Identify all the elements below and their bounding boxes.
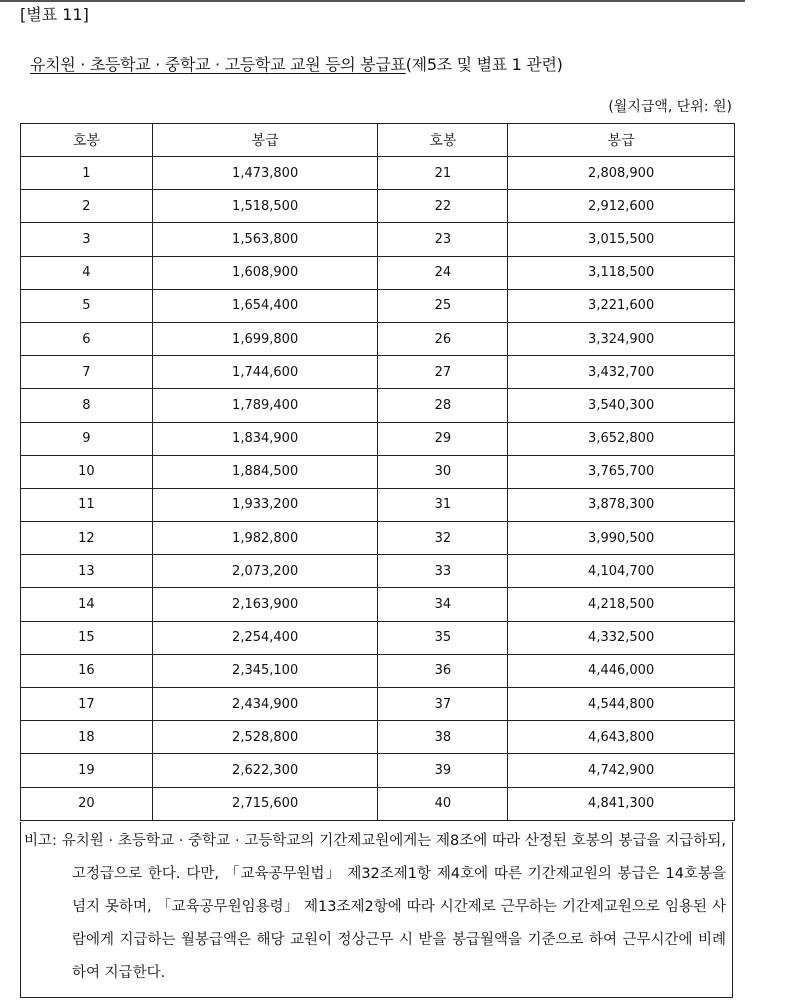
top-rule [0,0,745,2]
step-cell: 27 [378,356,508,389]
salary-cell: 2,808,900 [508,157,735,190]
salary-cell: 4,332,500 [508,621,735,654]
table-row [21,488,735,521]
step-cell: 24 [378,256,508,289]
salary-cell: 4,841,300 [508,787,735,820]
table-row [21,654,735,687]
salary-cell: 3,878,300 [508,488,735,521]
salary-cell: 3,118,500 [508,256,735,289]
salary-cell: 1,789,400 [152,389,378,422]
table-row [21,721,735,754]
table-row [21,621,735,654]
salary-cell: 3,652,800 [508,422,735,455]
salary-cell: 2,622,300 [152,754,378,787]
salary-cell: 1,834,900 [152,422,378,455]
salary-cell: 3,221,600 [508,289,735,322]
step-cell: 19 [21,754,153,787]
salary-cell: 4,446,000 [508,654,735,687]
salary-cell: 3,540,300 [508,389,735,422]
step-cell: 36 [378,654,508,687]
salary-cell: 1,518,500 [152,190,378,223]
salary-cell: 1,563,800 [152,223,378,256]
salary-cell: 4,544,800 [508,688,735,721]
salary-cell: 3,015,500 [508,223,735,256]
salary-cell: 4,643,800 [508,721,735,754]
annex-label: [별표 11] [20,5,89,24]
table-row [21,157,735,190]
header-step: 호봉 [21,124,153,157]
table-row [21,787,735,820]
salary-cell: 2,163,900 [152,588,378,621]
salary-cell: 3,990,500 [508,522,735,555]
title-main: 유치원 · 초등학교 · 중학교 · 고등학교 교원 등의 봉급표 [30,55,406,74]
step-cell: 11 [21,488,153,521]
step-cell: 32 [378,522,508,555]
table-header-row [21,124,735,157]
salary-cell: 2,715,600 [152,787,378,820]
remarks-text: 비고: 유치원 · 초등학교 · 중학교 · 고등학교의 기간제교원에게는 제8조에 따라 산정된 호봉의 봉급을 지급하되, 고정급으로 한다. 다만, 「교육공무원법」 제32조제1항 제4호에 따른 기간제교원의 봉급은 14호봉을 넘지 못하며, 「교육공무원임용령」 제13조제2항에 따라 시간제로 근무하는 기간제교원으로 임용된 사람에게 지급하는 월봉급액은 해당 교원이 정상근무 시 받을 봉급월액을 기준으로 하여 근무시간에 비례하여 지급한다. [24,833,726,981]
remarks-box [20,822,733,998]
step-cell: 5 [21,289,153,322]
salary-cell: 3,765,700 [508,455,735,488]
salary-cell: 2,912,600 [508,190,735,223]
step-cell: 26 [378,322,508,355]
step-cell: 39 [378,754,508,787]
salary-cell: 3,432,700 [508,356,735,389]
salary-cell: 2,073,200 [152,555,378,588]
step-cell: 18 [21,721,153,754]
salary-cell: 3,324,900 [508,322,735,355]
salary-cell: 1,884,500 [152,455,378,488]
table-row [21,256,735,289]
step-cell: 7 [21,356,153,389]
step-cell: 22 [378,190,508,223]
table-row [21,289,735,322]
table-row [21,754,735,787]
title-suffix: (제5조 및 별표 1 관련) [405,55,563,74]
step-cell: 20 [21,787,153,820]
salary-cell: 1,608,900 [152,256,378,289]
step-cell: 9 [21,422,153,455]
salary-cell: 2,434,900 [152,688,378,721]
salary-cell: 2,528,800 [152,721,378,754]
table-row [21,322,735,355]
step-cell: 4 [21,256,153,289]
step-cell: 33 [378,555,508,588]
step-cell: 2 [21,190,153,223]
table-row [21,356,735,389]
salary-cell: 1,982,800 [152,522,378,555]
salary-cell: 1,699,800 [152,322,378,355]
table-row [21,522,735,555]
salary-cell: 4,218,500 [508,588,735,621]
salary-cell: 1,473,800 [152,157,378,190]
page-title [30,52,563,75]
step-cell: 10 [21,455,153,488]
step-cell: 34 [378,588,508,621]
table-row [21,422,735,455]
table-row [21,688,735,721]
step-cell: 1 [21,157,153,190]
step-cell: 16 [21,654,153,687]
step-cell: 29 [378,422,508,455]
step-cell: 38 [378,721,508,754]
step-cell: 21 [378,157,508,190]
table-row [21,190,735,223]
salary-cell: 2,254,400 [152,621,378,654]
salary-cell: 4,104,700 [508,555,735,588]
step-cell: 14 [21,588,153,621]
header-step: 호봉 [378,124,508,157]
step-cell: 12 [21,522,153,555]
step-cell: 40 [378,787,508,820]
step-cell: 28 [378,389,508,422]
step-cell: 17 [21,688,153,721]
step-cell: 3 [21,223,153,256]
step-cell: 25 [378,289,508,322]
step-cell: 30 [378,455,508,488]
step-cell: 6 [21,322,153,355]
salary-cell: 1,933,200 [152,488,378,521]
table-row [21,588,735,621]
table-row [21,223,735,256]
step-cell: 23 [378,223,508,256]
unit-note: (월지급액, 단위: 원) [608,99,732,115]
table-row [21,389,735,422]
header-salary: 봉급 [152,124,378,157]
table-row [21,555,735,588]
salary-cell: 2,345,100 [152,654,378,687]
table-row [21,455,735,488]
step-cell: 8 [21,389,153,422]
step-cell: 35 [378,621,508,654]
step-cell: 15 [21,621,153,654]
step-cell: 31 [378,488,508,521]
step-cell: 13 [21,555,153,588]
salary-cell: 1,654,400 [152,289,378,322]
header-salary: 봉급 [508,124,735,157]
step-cell: 37 [378,688,508,721]
salary-table [20,123,735,821]
salary-cell: 4,742,900 [508,754,735,787]
salary-cell: 1,744,600 [152,356,378,389]
